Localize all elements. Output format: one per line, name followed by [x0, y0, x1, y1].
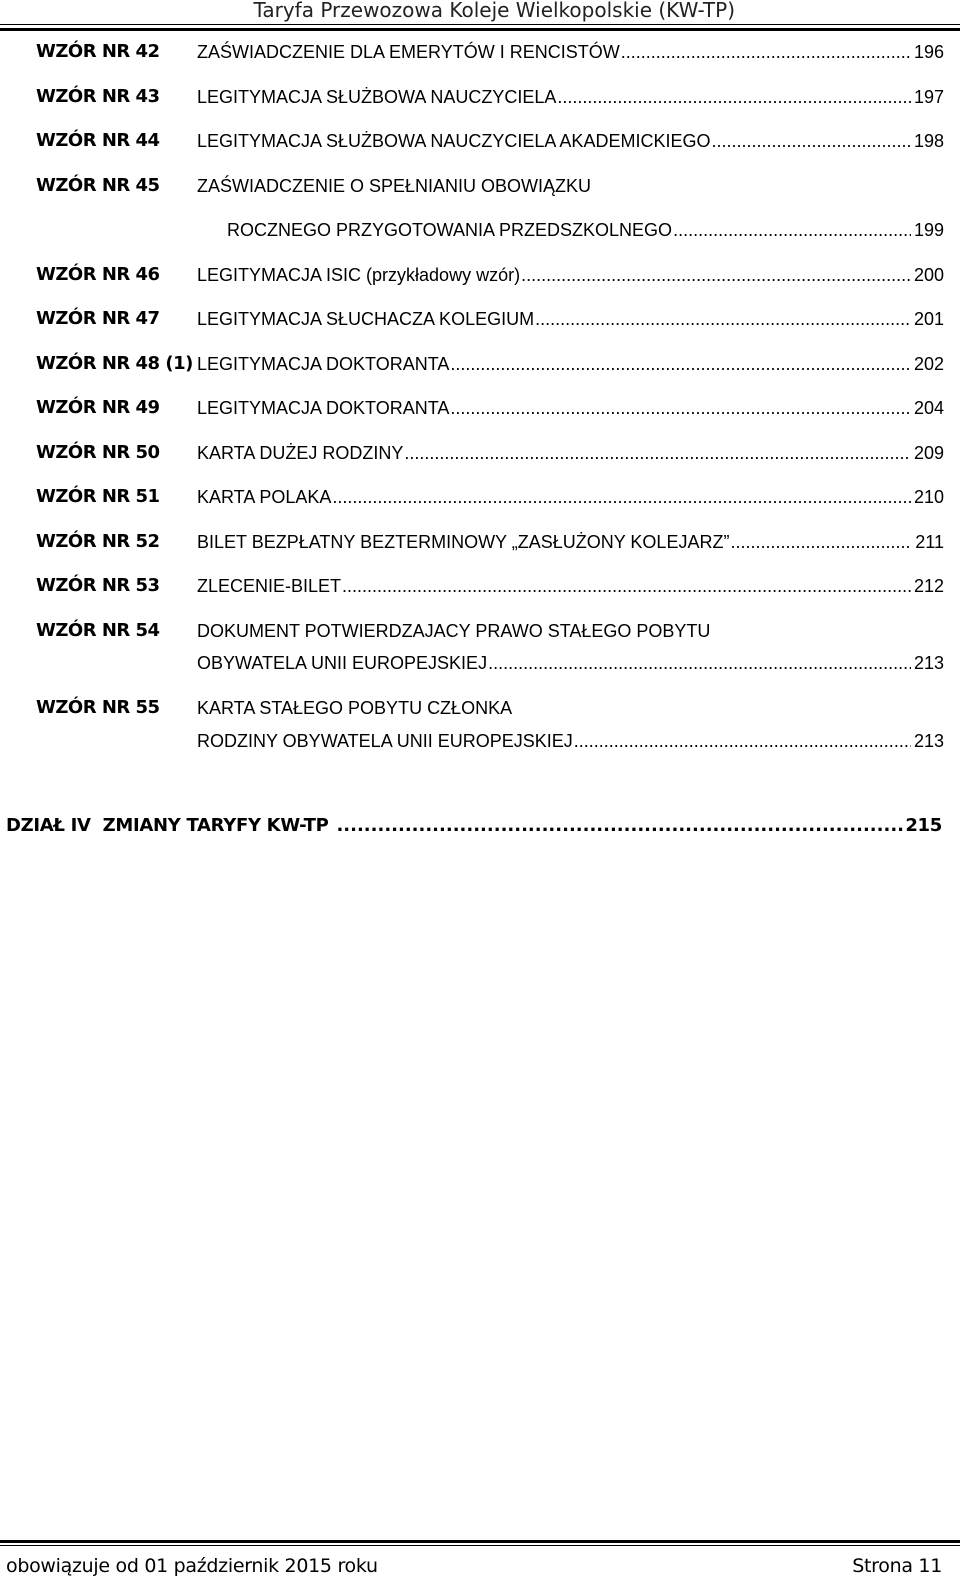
toc-entry-label: WZÓR NR 55 [36, 697, 160, 718]
dot-leader [574, 730, 911, 752]
dot-leader [730, 531, 912, 553]
toc-entry-label: WZÓR NR 51 [36, 486, 160, 507]
toc-page-number: 196 [913, 42, 944, 62]
toc-entry[interactable] [197, 531, 944, 553]
toc-entry[interactable] [197, 308, 944, 330]
toc-entry[interactable] [197, 264, 944, 286]
header-rule-thick [0, 28, 960, 31]
toc-entry-label: WZÓR NR 45 [36, 175, 160, 196]
toc-page-number: 200 [913, 265, 944, 285]
toc-entry[interactable] [197, 575, 944, 597]
toc-entry-label: WZÓR NR 42 [36, 41, 160, 62]
toc-section-title: DZIAŁ IV ZMIANY TARYFY KW-TP [6, 815, 335, 836]
toc-entry-title: ZAŚWIADCZENIE O SPEŁNIANIU OBOWIĄZKU [197, 176, 592, 196]
toc-entry[interactable] [197, 442, 944, 464]
toc-entry-title: ZLECENIE-BILET [197, 576, 342, 596]
toc-page-number: 197 [913, 87, 944, 107]
toc-entry-title: LEGITYMACJA SŁUŻBOWA NAUCZYCIELA AKADEMICKIEGO [197, 131, 711, 151]
dot-leader [488, 652, 911, 674]
footer-rule-thick [0, 1540, 960, 1543]
toc-page-number: 213 [913, 653, 944, 673]
toc-entry[interactable] [197, 730, 944, 752]
toc-page-number: 204 [913, 398, 944, 418]
toc-page-number: 199 [913, 220, 944, 240]
toc-entry-title-cont: RODZINY OBYWATELA UNII EUROPEJSKIEJ [197, 731, 573, 751]
toc-entry[interactable] [227, 219, 944, 241]
toc-page-number: 210 [913, 487, 944, 507]
toc-entry-label: WZÓR NR 49 [36, 397, 160, 418]
toc-section-entry[interactable] [6, 814, 942, 838]
toc-entry-title: LEGITYMACJA SŁUŻBOWA NAUCZYCIELA [197, 87, 557, 107]
toc-entry-title: BILET BEZPŁATNY BEZTERMINOWY „ZASŁUŻONY KOLEJARZ” [197, 532, 730, 552]
dot-leader [521, 264, 911, 286]
toc-entry[interactable] [197, 130, 944, 152]
toc-entry-title: LEGITYMACJA ISIC (przykładowy wzór) [197, 265, 521, 285]
toc-entry-title: ZAŚWIADCZENIE DLA EMERYTÓW I RENCISTÓW [197, 42, 620, 62]
toc-page-number: 201 [913, 309, 944, 329]
dot-leader [673, 219, 911, 241]
toc-page-number: 198 [913, 131, 944, 151]
toc-entry[interactable] [197, 397, 944, 419]
toc-entry-title: KARTA DUŻEJ RODZINY [197, 443, 404, 463]
toc-entry-label: WZÓR NR 48 (1) [36, 353, 193, 374]
footer-page-number: Strona 11 [852, 1555, 942, 1577]
toc-entry-label: WZÓR NR 53 [36, 575, 160, 596]
toc-entry[interactable] [197, 86, 944, 108]
toc-entry-title: DOKUMENT POTWIERDZAJACY PRAWO STAŁEGO POBYTU [197, 621, 711, 641]
toc-entry-title: LEGITYMACJA DOKTORANTA [197, 398, 450, 418]
dot-leader [332, 486, 911, 508]
toc-entry-label: WZÓR NR 54 [36, 620, 160, 641]
toc-page-number: 212 [913, 576, 944, 596]
toc-entry[interactable] [197, 652, 944, 674]
dot-leader [450, 397, 911, 419]
toc-entry-label: WZÓR NR 43 [36, 86, 160, 107]
toc-entry[interactable] [197, 41, 944, 63]
toc-entry-title-cont: OBYWATELA UNII EUROPEJSKIEJ [197, 653, 488, 673]
dot-leader [557, 86, 911, 108]
toc-entry-label: WZÓR NR 44 [36, 130, 160, 151]
dot-leader [621, 41, 911, 63]
dot-leader [404, 442, 911, 464]
toc-entry-label: WZÓR NR 47 [36, 308, 160, 329]
toc-entry-title: KARTA STAŁEGO POBYTU CZŁONKA [197, 698, 513, 718]
toc-section-page-number: 215 [905, 815, 942, 836]
toc-page-number: 211 [915, 532, 944, 552]
toc-page-number: 202 [913, 354, 944, 374]
toc-entry-title: LEGITYMACJA DOKTORANTA [197, 354, 450, 374]
toc-entry[interactable] [197, 486, 944, 508]
toc-page-number: 213 [913, 731, 944, 751]
toc-entry[interactable] [197, 353, 944, 375]
dot-leader [336, 814, 905, 838]
header-rule [0, 24, 960, 25]
toc-entry-label: WZÓR NR 46 [36, 264, 160, 285]
footer-effective-date: obowiązuje od 01 październik 2015 roku [6, 1555, 378, 1577]
dot-leader [711, 130, 910, 152]
dot-leader [535, 308, 911, 330]
dot-leader [342, 575, 911, 597]
toc-entry-title: LEGITYMACJA SŁUCHACZA KOLEGIUM [197, 309, 535, 329]
dot-leader [450, 353, 911, 375]
toc-entry-title-cont: ROCZNEGO PRZYGOTOWANIA PRZEDSZKOLNEGO [227, 220, 673, 240]
header-title: Taryfa Przewozowa Koleje Wielkopolskie (KW-TP) [253, 0, 735, 22]
toc-entry-label: WZÓR NR 50 [36, 442, 160, 463]
footer-rule [0, 1545, 960, 1546]
toc-entry-label: WZÓR NR 52 [36, 531, 160, 552]
toc-page-number: 209 [913, 443, 944, 463]
toc-entry-title: KARTA POLAKA [197, 487, 332, 507]
